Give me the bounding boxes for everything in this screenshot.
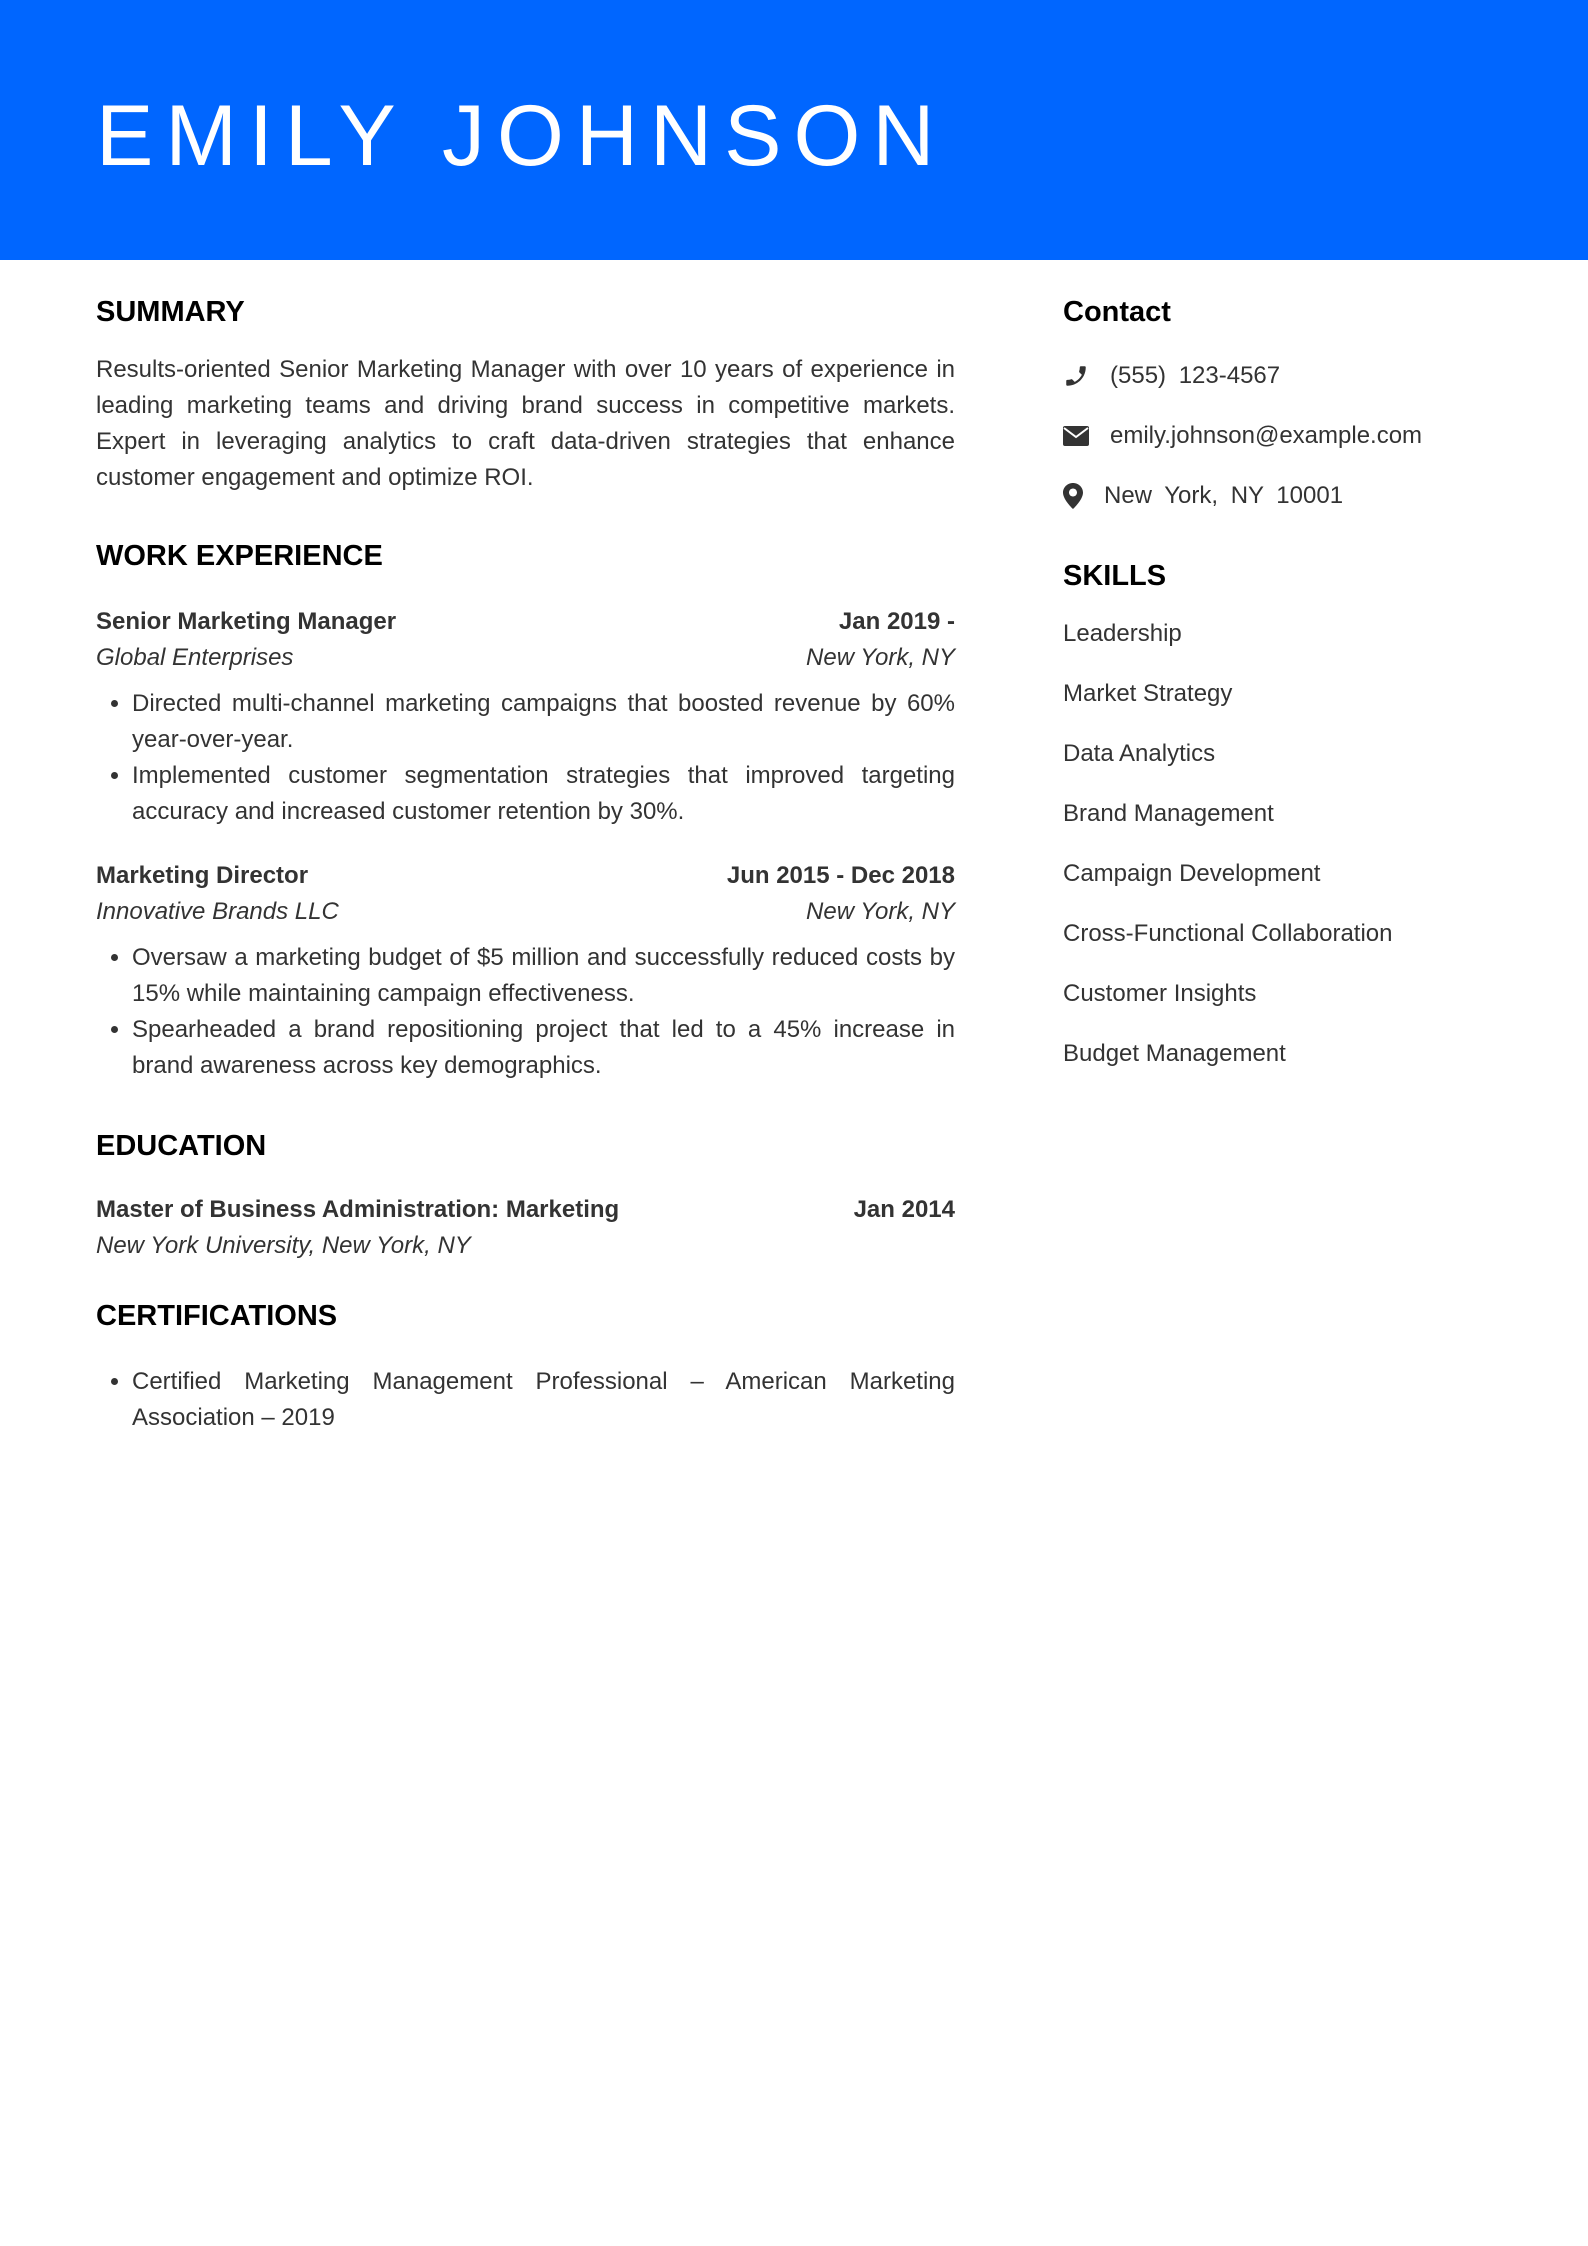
job-role: Senior Marketing Manager <box>96 608 397 635</box>
job-header-row <box>96 858 955 894</box>
skills-list <box>1063 616 1523 1072</box>
job-company-row <box>96 894 955 930</box>
contact-heading: Contact <box>1063 296 1171 328</box>
contact-location-text: New York, NY 10001 <box>1104 482 1344 509</box>
skill-item: Data Analytics <box>1063 740 1216 767</box>
education-header-row <box>96 1192 955 1228</box>
certifications-list <box>96 1364 955 1436</box>
candidate-name: EMILY JOHNSON <box>96 88 947 184</box>
summary-heading: SUMMARY <box>96 296 245 328</box>
certification-item: • Certified Marketing Management Professional – American Marketing Association – 2019 <box>132 1364 955 1436</box>
envelope-icon <box>1063 422 1091 450</box>
job-header-row <box>96 604 955 640</box>
job-dates: Jun 2015 - Dec 2018 <box>726 862 955 889</box>
job-location: New York, NY <box>806 898 955 925</box>
skill-item: Leadership <box>1063 620 1182 647</box>
job-role: Marketing Director <box>96 862 309 889</box>
header-banner <box>0 0 1588 260</box>
job-company: Innovative Brands LLC <box>96 898 339 925</box>
summary-text: Results-oriented Senior Marketing Manager with over 10 years of experience in leading marketing teams and driving brand success in competitive markets. Expert in leveraging analytics to craft data-driven strategies that enhance customer engagement and optimize ROI. <box>96 356 955 491</box>
phone-icon <box>1063 362 1091 390</box>
skill-item: Campaign Development <box>1063 860 1321 887</box>
education-degree: Master of Business Administration: Marketing <box>96 1196 620 1223</box>
map-marker-icon <box>1063 482 1091 510</box>
job-company: Global Enterprises <box>96 644 294 671</box>
job-entry <box>96 604 955 830</box>
job-bullet: • Implemented customer segmentation strategies that improved targeting accuracy and increased customer retention by 30%. <box>132 758 955 830</box>
job-bullets <box>96 686 955 830</box>
skill-item: Market Strategy <box>1063 680 1233 707</box>
education-date: Jan 2014 <box>853 1196 955 1223</box>
job-dates: Jan 2019 - <box>838 608 955 635</box>
contact-email-text: emily.johnson@example.com <box>1110 422 1423 449</box>
skills-heading: SKILLS <box>1063 560 1167 592</box>
skill-item: Budget Management <box>1063 1040 1286 1067</box>
skill-item: Brand Management <box>1063 800 1274 827</box>
job-location: New York, NY <box>806 644 955 671</box>
education-school: New York University, New York, NY <box>96 1232 471 1259</box>
certifications-heading: CERTIFICATIONS <box>96 1300 338 1332</box>
education-school-row <box>96 1228 955 1264</box>
education-entry <box>96 1192 955 1264</box>
job-bullet: • Spearheaded a brand repositioning project that led to a 45% increase in brand awareness across key demographics. <box>132 1012 955 1084</box>
main-column <box>96 290 955 1436</box>
skill-item: Cross-Functional Collaboration <box>1063 920 1393 947</box>
work-experience-heading: WORK EXPERIENCE <box>96 540 383 572</box>
sidebar <box>1063 290 1523 1096</box>
contact-location <box>1063 478 1523 514</box>
job-bullet: • Directed multi-channel marketing campaigns that boosted revenue by 60% year-over-year. <box>132 686 955 758</box>
education-heading: EDUCATION <box>96 1130 267 1162</box>
contact-phone-text: (555) 123-4567 <box>1110 362 1281 389</box>
contact-phone <box>1063 358 1523 394</box>
contact-email <box>1063 418 1523 454</box>
job-bullet: • Oversaw a marketing budget of $5 million and successfully reduced costs by 15% while maintaining campaign effectiveness. <box>132 940 955 1012</box>
job-bullets <box>96 940 955 1084</box>
job-company-row <box>96 640 955 676</box>
skill-item: Customer Insights <box>1063 980 1257 1007</box>
contact-list <box>1063 358 1523 514</box>
job-entry <box>96 858 955 1084</box>
